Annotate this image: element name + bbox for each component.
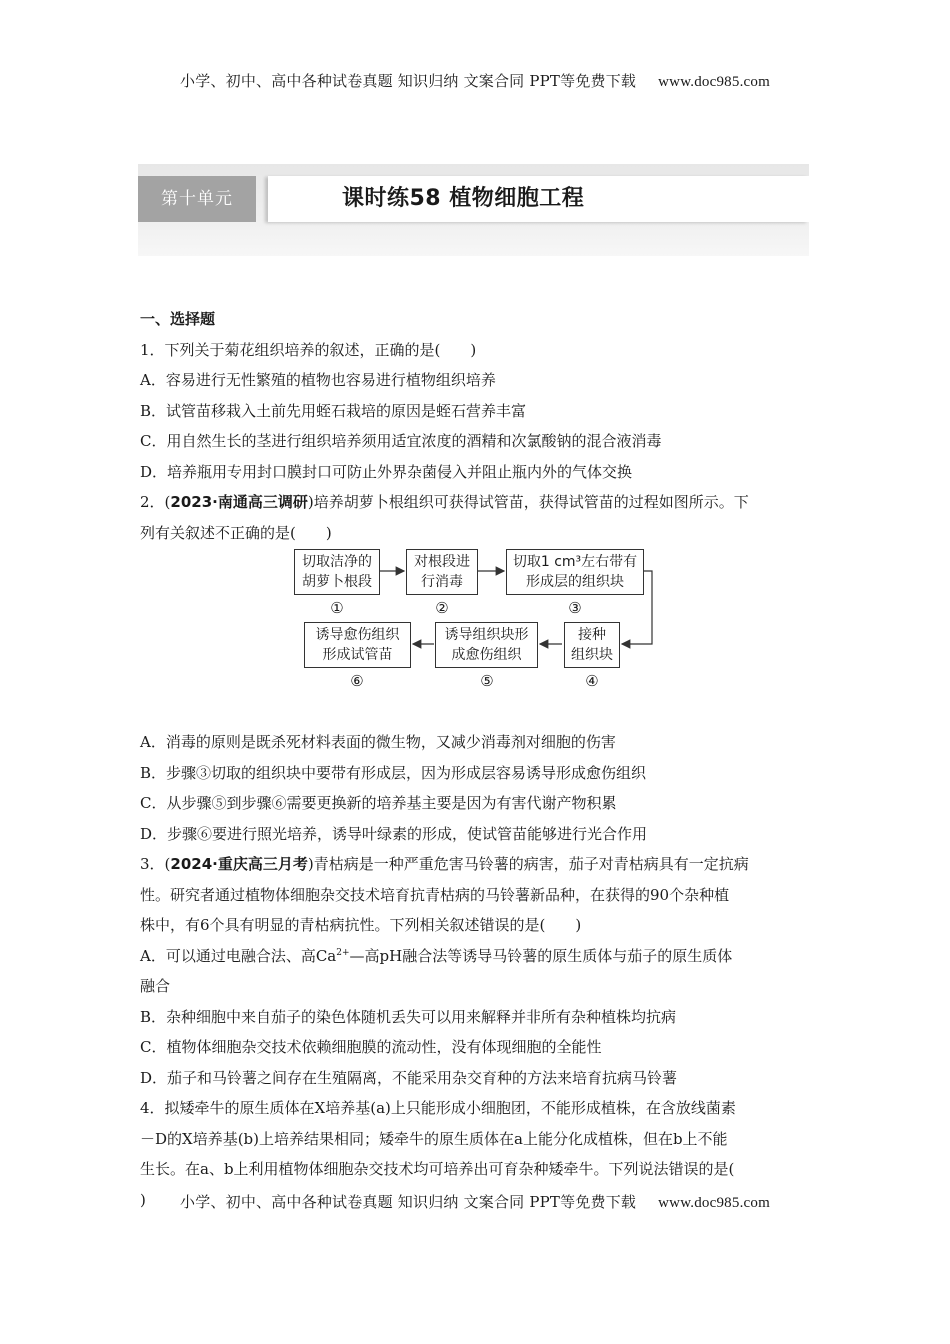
q4-stem-line-1: 4．拟矮牵牛的原生质体在X培养基(a)上只能形成小细胞团，不能形成植株，在含放线菌素 [140, 1099, 736, 1117]
q1-option-b: B．试管苗移栽入土前先用蛭石栽培的原因是蛭石营养丰富 [140, 401, 527, 420]
lesson-title: 课时练58 植物细胞工程 [342, 186, 585, 211]
q3-stem-line-1: 3．(2024·重庆高三月考)青枯病是一种严重危害马铃薯的病害，茄子对青枯病具有一定抗病 [140, 855, 749, 873]
q2-stem-line-2: 列有关叙述不正确的是( ) [140, 523, 332, 542]
q2-stem-line-1: 2．(2023·南通高三调研)培养胡萝卜根组织可获得试管苗，获得试管苗的过程如图所示。下 [140, 493, 749, 511]
q3-option-b: B．杂种细胞中来自茄子的染色体随机丢失可以用来解释并非所有杂种植株均抗病 [140, 1007, 677, 1026]
header-text: 小学、初中、高中各种试卷真题 知识归纳 文案合同 PPT等免费下载 [180, 72, 637, 90]
lesson-title-box [268, 176, 809, 222]
flow-step-2-number: ② [435, 599, 449, 617]
q3-stem-line-2: 性。研究者通过植物体细胞杂交技术培育抗青枯病的马铃薯新品种，在获得的90个杂种植 [140, 885, 730, 904]
q1-option-c: C．用自然生长的茎进行组织培养须用适宜浓度的酒精和次氯酸钠的混合液消毒 [140, 432, 662, 450]
page-footer [0, 1191, 950, 1212]
q2-option-a: A．消毒的原则是既杀死材料表面的微生物，又减少消毒剂对细胞的伤害 [140, 733, 616, 751]
q2-option-d: D．步骤⑥要进行照光培养，诱导叶绿素的形成，使试管苗能够进行光合作用 [140, 824, 648, 843]
flow-step-3: 切取1 cm³左右带有 形成层的组织块 [506, 549, 644, 595]
flow-step-5-number: ⑤ [480, 672, 494, 690]
flow-step-6: 诱导愈伤组织 形成试管苗 [304, 622, 411, 668]
flow-step-2: 对根段进 行消毒 [406, 549, 478, 595]
q2-option-c: C．从步骤⑤到步骤⑥需要更换新的培养基主要是因为有害代谢产物积累 [140, 794, 617, 812]
q2-source: 2023·南通高三调研 [170, 493, 308, 511]
flow-step-5: 诱导组织块形 成愈伤组织 [435, 622, 538, 668]
q3-option-a-cont: 融合 [140, 977, 171, 995]
q4-stem-line-2: －D的X培养基(b)上培养结果相同；矮牵牛的原生质体在a上能分化成植株，但在b上不能 [140, 1129, 728, 1148]
q1-option-d: D．培养瓶用专用封口膜封口可防止外界杂菌侵入并阻止瓶内外的气体交换 [140, 462, 633, 481]
q2-option-b: B．步骤③切取的组织块中要带有形成层，因为形成层容易诱导形成愈伤组织 [140, 763, 647, 782]
q1-option-a: A．容易进行无性繁殖的植物也容易进行植物组织培养 [140, 371, 496, 389]
q3-source: 2024·重庆高三月考 [170, 855, 308, 873]
flow-step-6-number: ⑥ [350, 672, 364, 690]
q4-stem-line-4: ) [140, 1190, 146, 1209]
q3-option-a: A．可以通过电融合法、高$Ca^{2+}—$高pH融合法等诱导马铃薯的原生质体与茄子的原生质体 [140, 946, 733, 965]
q3-option-d: D．茄子和马铃薯之间存在生殖隔离，不能采用杂交育种的方法来培育抗病马铃薯 [140, 1068, 678, 1087]
header-url[interactable]: www.doc985.com [658, 74, 770, 90]
page-header [0, 70, 950, 91]
unit-banner [138, 164, 809, 256]
footer-url[interactable]: www.doc985.com [658, 1195, 770, 1211]
question-content [140, 304, 812, 1215]
process-flowchart [292, 547, 656, 695]
flow-step-1: 切取洁净的 胡萝卜根段 [294, 549, 380, 595]
q3-option-c: C．植物体细胞杂交技术依赖细胞膜的流动性，没有体现细胞的全能性 [140, 1038, 602, 1056]
flow-step-4: 接种 组织块 [564, 622, 620, 668]
flow-step-1-number: ① [330, 599, 344, 617]
footer-text: 小学、初中、高中各种试卷真题 知识归纳 文案合同 PPT等免费下载 [180, 1193, 637, 1211]
unit-label: 第十单元 [138, 176, 256, 222]
section-heading: 一、选择题 [140, 310, 216, 328]
flow-step-4-number: ④ [585, 672, 599, 690]
flow-step-3-number: ③ [568, 599, 582, 617]
q3-stem-line-3: 株中，有6个具有明显的青枯病抗性。下列相关叙述错误的是( ) [140, 916, 582, 934]
q4-stem-line-3: 生长。在a、b上利用植物体细胞杂交技术均可培养出可育杂种矮牵牛。下列说法错误的是( [140, 1160, 735, 1178]
q1-stem: 1．下列关于菊花组织培养的叙述，正确的是( ) [140, 340, 477, 359]
